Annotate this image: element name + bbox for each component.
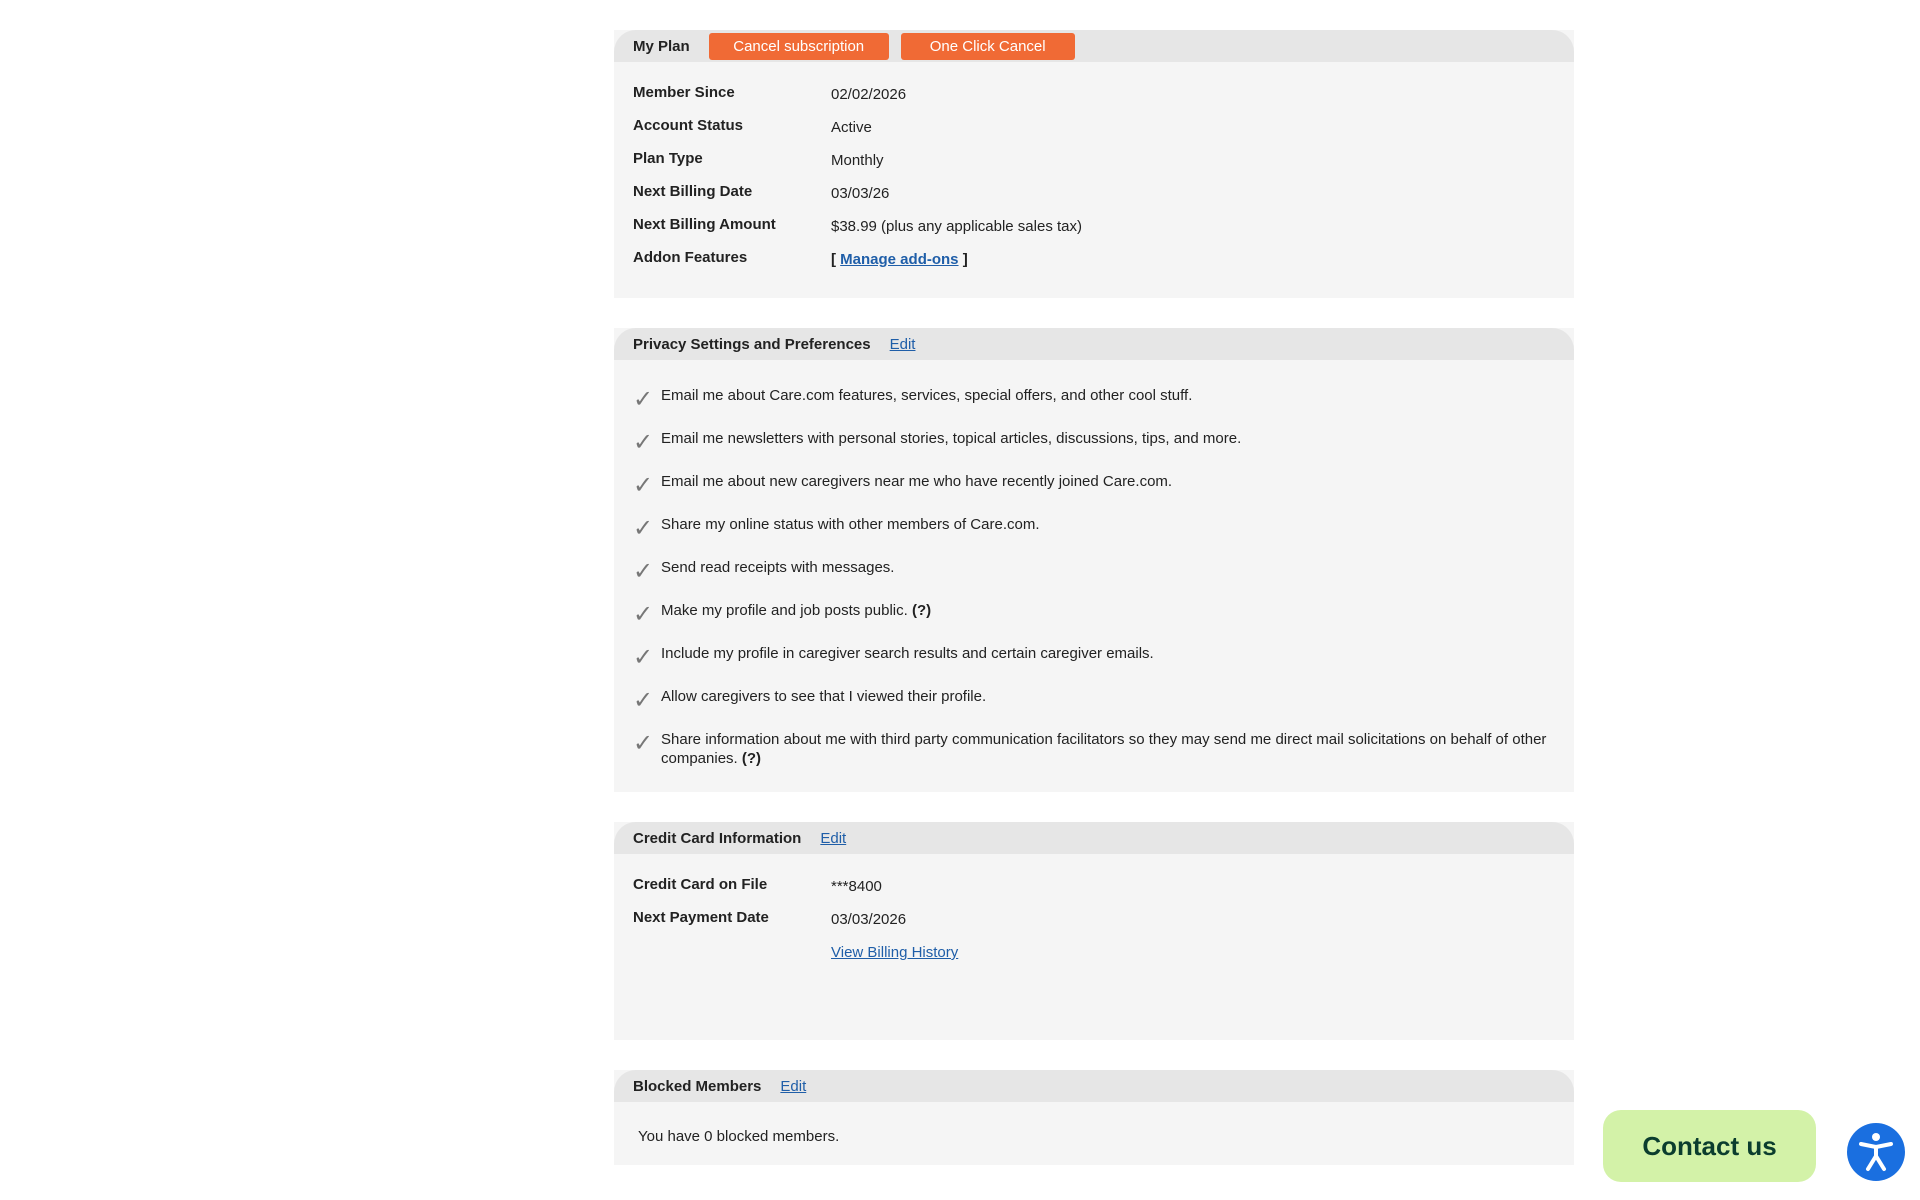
privacy-item-content: [661, 730, 1570, 768]
plan-details: [614, 62, 1574, 298]
privacy-item: [633, 644, 1570, 671]
blocked-members-header: [614, 1070, 1574, 1102]
privacy-item-text: Include my profile in caregiver search results and certain caregiver emails.: [661, 645, 1154, 662]
credit-card-details: [614, 854, 1574, 1040]
blocked-members-edit-link[interactable]: Edit: [780, 1077, 807, 1095]
privacy-item-content: [661, 601, 931, 620]
privacy-item: [633, 730, 1570, 768]
cc-row-next-payment: [633, 907, 1555, 940]
plan-row-plan-type: [633, 148, 1555, 181]
member-since-value: 02/02/2026: [831, 86, 907, 103]
credit-card-title: Credit Card Information: [633, 829, 802, 847]
addon-features-value: [831, 247, 968, 268]
account-column: [614, 30, 1574, 1195]
privacy-item: [633, 515, 1570, 542]
privacy-item: [633, 429, 1570, 456]
privacy-edit-link[interactable]: Edit: [889, 335, 916, 353]
accessibility-button[interactable]: [1847, 1123, 1905, 1181]
privacy-title: Privacy Settings and Preferences: [633, 335, 871, 353]
accessibility-icon: [1859, 1132, 1893, 1172]
privacy-item: [633, 386, 1570, 413]
checkmark-icon: ✓: [633, 515, 654, 542]
help-tooltip-trigger[interactable]: (?): [741, 750, 762, 767]
plan-row-next-billing-amount: [633, 214, 1555, 247]
next-billing-amount-value: $38.99 (plus any applicable sales tax): [831, 218, 1082, 235]
privacy-item: [633, 687, 1570, 714]
checkmark-icon: ✓: [633, 644, 654, 671]
cc-row-history: [633, 940, 1555, 973]
help-tooltip-trigger[interactable]: (?): [911, 602, 932, 619]
addon-features-label: Addon Features: [633, 249, 748, 266]
privacy-item: [633, 601, 1570, 628]
privacy-panel: [614, 328, 1574, 792]
checkmark-icon: ✓: [633, 687, 654, 714]
privacy-checklist: [614, 360, 1574, 792]
credit-card-header: [614, 822, 1574, 854]
my-plan-title: My Plan: [633, 37, 690, 55]
my-plan-panel: [614, 30, 1574, 298]
privacy-item: [633, 558, 1570, 585]
privacy-item-text: Make my profile and job posts public.: [661, 602, 908, 619]
privacy-item-text: Share information about me with third party communication facilitators so they may send me direct mail solicitations on behalf of other companies.: [661, 731, 1547, 767]
privacy-header: [614, 328, 1574, 360]
privacy-item-text: Email me about new caregivers near me who have recently joined Care.com.: [661, 473, 1173, 490]
privacy-item-text: Email me about Care.com features, services, special offers, and other cool stuff.: [661, 387, 1193, 404]
account-status-value: Active: [831, 119, 872, 136]
contact-us-button[interactable]: Contact us: [1603, 1110, 1816, 1182]
plan-row-next-billing-date: [633, 181, 1555, 214]
account-status-label: Account Status: [633, 117, 744, 134]
next-payment-date-label: Next Payment Date: [633, 909, 769, 926]
next-billing-date-label: Next Billing Date: [633, 183, 753, 200]
bracket-close: ]: [962, 251, 968, 268]
view-billing-history-link[interactable]: View Billing History: [831, 944, 959, 961]
cc-row-on-file: [633, 874, 1555, 907]
card-on-file-label: Credit Card on File: [633, 876, 768, 893]
spacer: [633, 940, 831, 942]
blocked-members-title: Blocked Members: [633, 1077, 762, 1095]
plan-row-account-status: [633, 115, 1555, 148]
one-click-cancel-button[interactable]: One Click Cancel: [901, 33, 1075, 60]
my-plan-header: [614, 30, 1574, 62]
blocked-members-message: You have 0 blocked members.: [638, 1128, 840, 1145]
member-since-label: Member Since: [633, 84, 735, 101]
privacy-item-text: Share my online status with other members of Care.com.: [661, 516, 1040, 533]
plan-row-addon-features: [633, 247, 1555, 280]
blocked-members-panel: [614, 1070, 1574, 1165]
plan-type-value: Monthly: [831, 152, 884, 169]
next-billing-date-value: 03/03/26: [831, 185, 890, 202]
credit-card-edit-link[interactable]: Edit: [820, 829, 847, 847]
plan-type-label: Plan Type: [633, 150, 703, 167]
privacy-item: [633, 472, 1570, 499]
next-payment-date-value: 03/03/2026: [831, 911, 907, 928]
plan-row-member-since: [633, 82, 1555, 115]
checkmark-icon: ✓: [633, 730, 654, 757]
manage-addons-link[interactable]: Manage add-ons: [840, 251, 959, 268]
checkmark-icon: ✓: [633, 558, 654, 585]
next-billing-amount-label: Next Billing Amount: [633, 216, 776, 233]
privacy-item-text: Email me newsletters with personal stories, topical articles, discussions, tips, and more.: [661, 430, 1242, 447]
checkmark-icon: ✓: [633, 601, 654, 628]
checkmark-icon: ✓: [633, 386, 654, 413]
privacy-item-text: Allow caregivers to see that I viewed their profile.: [661, 688, 987, 705]
cancel-subscription-button[interactable]: Cancel subscription: [709, 33, 889, 60]
checkmark-icon: ✓: [633, 472, 654, 499]
card-on-file-value: ***8400: [831, 878, 882, 895]
credit-card-panel: [614, 822, 1574, 1040]
checkmark-icon: ✓: [633, 429, 654, 456]
privacy-item-text: Send read receipts with messages.: [661, 559, 895, 576]
bracket-open: [: [831, 251, 836, 268]
